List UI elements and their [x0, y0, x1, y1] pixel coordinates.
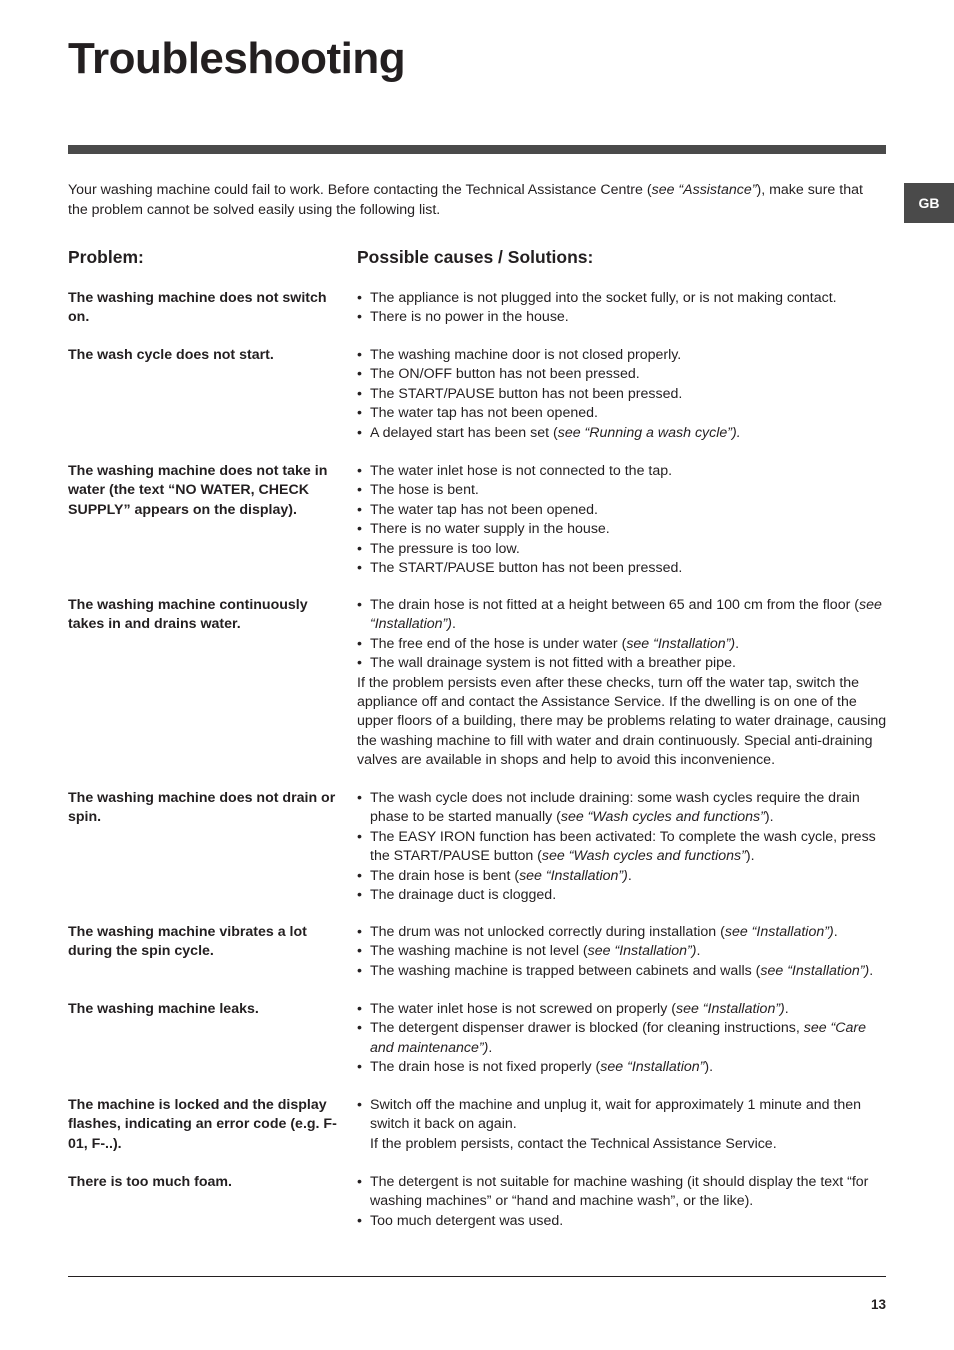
solution-bullet [357, 346, 887, 365]
solution-text: Too much detergent was used. [370, 1212, 564, 1229]
solution-bullet [357, 385, 887, 404]
solution-bullet [357, 540, 887, 559]
solution-reference: see “Installation”) [760, 962, 870, 979]
problem-column-header: Problem: [68, 247, 144, 267]
solution-list [357, 462, 887, 578]
solution-reference: see “Installation”) [675, 1001, 785, 1017]
solution-list [357, 789, 887, 905]
solution-text: The water inlet hose is not screwed on properly ( [370, 1001, 676, 1017]
solution-text: The appliance is not plugged into the socket fully, or is not making contact. [370, 290, 837, 306]
solution-text-end: ). [704, 1059, 714, 1076]
solution-bullet [357, 942, 887, 961]
solution-text-end: . [627, 867, 632, 884]
problem-text: The washing machine does not take in water (the text “NO WATER, CHECK SUPPLY” appears on the display). [68, 463, 328, 518]
solution-reference: see “Running a wash cycle”). [557, 424, 741, 441]
solution-text: If the problem persists even after these checks, turn off the water tap, switch the appliance off and contact the Assistance Service. If the dwelling is on one of the upper floors of a building, there may be problems relating to water drainage, causing the washing machine to fill with water and drain continuously. Special anti-draining valves are available in shops and help to avoid this inconvenience. [357, 674, 887, 769]
solution-text: Switch off the machine and unplug it, wait for approximately 1 minute and then switch it back on again. [370, 1097, 862, 1133]
problem-text: The washing machine vibrates a lot during the spin cycle. [68, 924, 307, 960]
solution-reference: see “Care and maintenance”) [370, 1020, 867, 1056]
solution-text-end: . [488, 1039, 493, 1056]
solution-text-end: . [869, 962, 874, 979]
solution-reference: see “Wash cycles and functions” [541, 848, 746, 865]
solution-bullet [357, 654, 887, 673]
solution-text: The washing machine is not level ( [370, 943, 588, 960]
solution-list [357, 289, 887, 328]
solution-bullet [357, 424, 887, 443]
solution-reference: see “Installation”) [724, 924, 834, 940]
solution-bullet [357, 1173, 887, 1212]
solution-bullet [357, 1096, 887, 1135]
problem-text: There is too much foam. [68, 1174, 232, 1190]
footer-rule [68, 1276, 886, 1277]
solution-list [357, 596, 887, 771]
solution-text: The drain hose is not fixed properly ( [370, 1059, 601, 1076]
intro-before: Your washing machine could fail to work. Before contacting the Technical Assistance Centre ( [68, 182, 652, 198]
solution-text: A delayed start has been set ( [370, 424, 558, 441]
solution-list [357, 1173, 887, 1231]
solution-text: The free end of the hose is under water ( [370, 635, 627, 652]
solution-bullet [357, 501, 887, 520]
problem-text: The wash cycle does not start. [68, 347, 274, 363]
solution-text: The washing machine is trapped between cabinets and walls ( [370, 962, 761, 979]
solution-bullet [357, 789, 887, 828]
solution-note [357, 674, 887, 771]
language-tab: GB [904, 183, 954, 223]
solution-text: The ON/OFF button has not been pressed. [370, 366, 640, 383]
solution-text-end: . [696, 943, 701, 960]
solution-text: If the problem persists, contact the Technical Assistance Service. [370, 1135, 777, 1152]
problem-text: The washing machine continuously takes in and drains water. [68, 597, 308, 633]
solution-text: The detergent dispenser drawer is blocked (for cleaning instructions, [370, 1020, 804, 1037]
solution-bullet [357, 289, 887, 308]
solution-list [357, 1096, 887, 1154]
solution-text: The wash cycle does not include draining: some wash cycles require the drain phase to be started manually ( [370, 790, 860, 826]
page-title: Troubleshooting [68, 34, 406, 83]
solution-reference: see “Installation”) [370, 597, 882, 633]
solutions-column-header: Possible causes / Solutions: [357, 247, 594, 267]
solution-bullet [357, 1019, 887, 1058]
solution-text: The water tap has not been opened. [370, 501, 598, 518]
solution-text: The water tap has not been opened. [370, 405, 598, 422]
intro-ref: see “Assistance” [651, 182, 757, 198]
solution-text: The drainage duct is clogged. [370, 887, 557, 904]
page-number: 13 [870, 1297, 886, 1312]
solution-text: The pressure is too low. [370, 540, 520, 557]
solution-text: The hose is bent. [370, 482, 479, 499]
solution-bullet [357, 404, 887, 423]
solution-reference: see “Installation”) [519, 867, 628, 884]
solution-text: There is no power in the house. [370, 309, 569, 326]
solution-bullet [357, 365, 887, 384]
solution-bullet [357, 596, 887, 635]
problem-text: The washing machine leaks. [68, 1001, 259, 1017]
solution-list [357, 923, 887, 981]
solution-text-end: . [452, 616, 456, 633]
solution-reference: see “Wash cycles and functions” [560, 809, 765, 826]
solution-text-end: . [833, 924, 838, 940]
solution-bullet [357, 962, 887, 981]
solution-bullet [357, 923, 887, 942]
solution-reference: see “Installation” [600, 1059, 705, 1076]
problem-text: The machine is locked and the display flashes, indicating an error code (e.g. F-01, F-..). [68, 1097, 337, 1152]
solution-text: The wall drainage system is not fitted with a breather pipe. [370, 655, 736, 672]
solution-bullet [357, 308, 887, 327]
solution-list [357, 1000, 887, 1078]
header-rule [68, 145, 886, 154]
solution-reference: see “Installation”) [626, 635, 736, 652]
solution-bullet [357, 828, 887, 867]
intro-after: ), make sure that the problem cannot be solved easily using the following list. [68, 182, 863, 218]
solution-bullet [357, 1058, 887, 1077]
solution-bullet [357, 520, 887, 539]
solution-text-end: . [735, 635, 740, 652]
solution-text: The washing machine door is not closed properly. [370, 347, 682, 363]
solution-text-end: ). [764, 809, 774, 826]
solution-text: The water inlet hose is not connected to the tap. [370, 463, 673, 479]
solution-note [357, 1135, 887, 1154]
solution-text: The START/PAUSE button has not been pressed. [370, 385, 683, 402]
solution-bullet [357, 867, 887, 886]
solution-bullet [357, 635, 887, 654]
problem-text: The washing machine does not drain or spin. [68, 790, 336, 826]
solution-text: There is no water supply in the house. [370, 521, 610, 538]
solution-reference: see “Installation”) [587, 943, 697, 960]
solution-bullet [357, 1000, 887, 1019]
solution-bullet [357, 559, 887, 578]
solution-text: The drain hose is not fitted at a height between 65 and 100 cm from the floor ( [370, 597, 859, 613]
solution-text: The drain hose is bent ( [370, 867, 520, 884]
solution-bullet [357, 886, 887, 905]
solution-text-end: . [784, 1001, 789, 1017]
solution-text: The START/PAUSE button has not been pressed. [370, 560, 683, 577]
solution-list [357, 346, 887, 443]
solution-text: The EASY IRON function has been activated: To complete the wash cycle, press the START/PAUSE button ( [370, 828, 876, 865]
solution-bullet [357, 462, 887, 481]
intro-text [68, 181, 878, 220]
solution-bullet [357, 481, 887, 500]
solution-bullet [357, 1212, 887, 1231]
solution-text: The detergent is not suitable for machine washing (it should display the text “for washing machines” or “hand and machine wash”, or the like). [370, 1174, 869, 1210]
solution-text-end: ). [745, 848, 755, 865]
solution-text: The drum was not unlocked correctly during installation ( [370, 924, 725, 940]
problem-text: The washing machine does not switch on. [68, 290, 327, 326]
